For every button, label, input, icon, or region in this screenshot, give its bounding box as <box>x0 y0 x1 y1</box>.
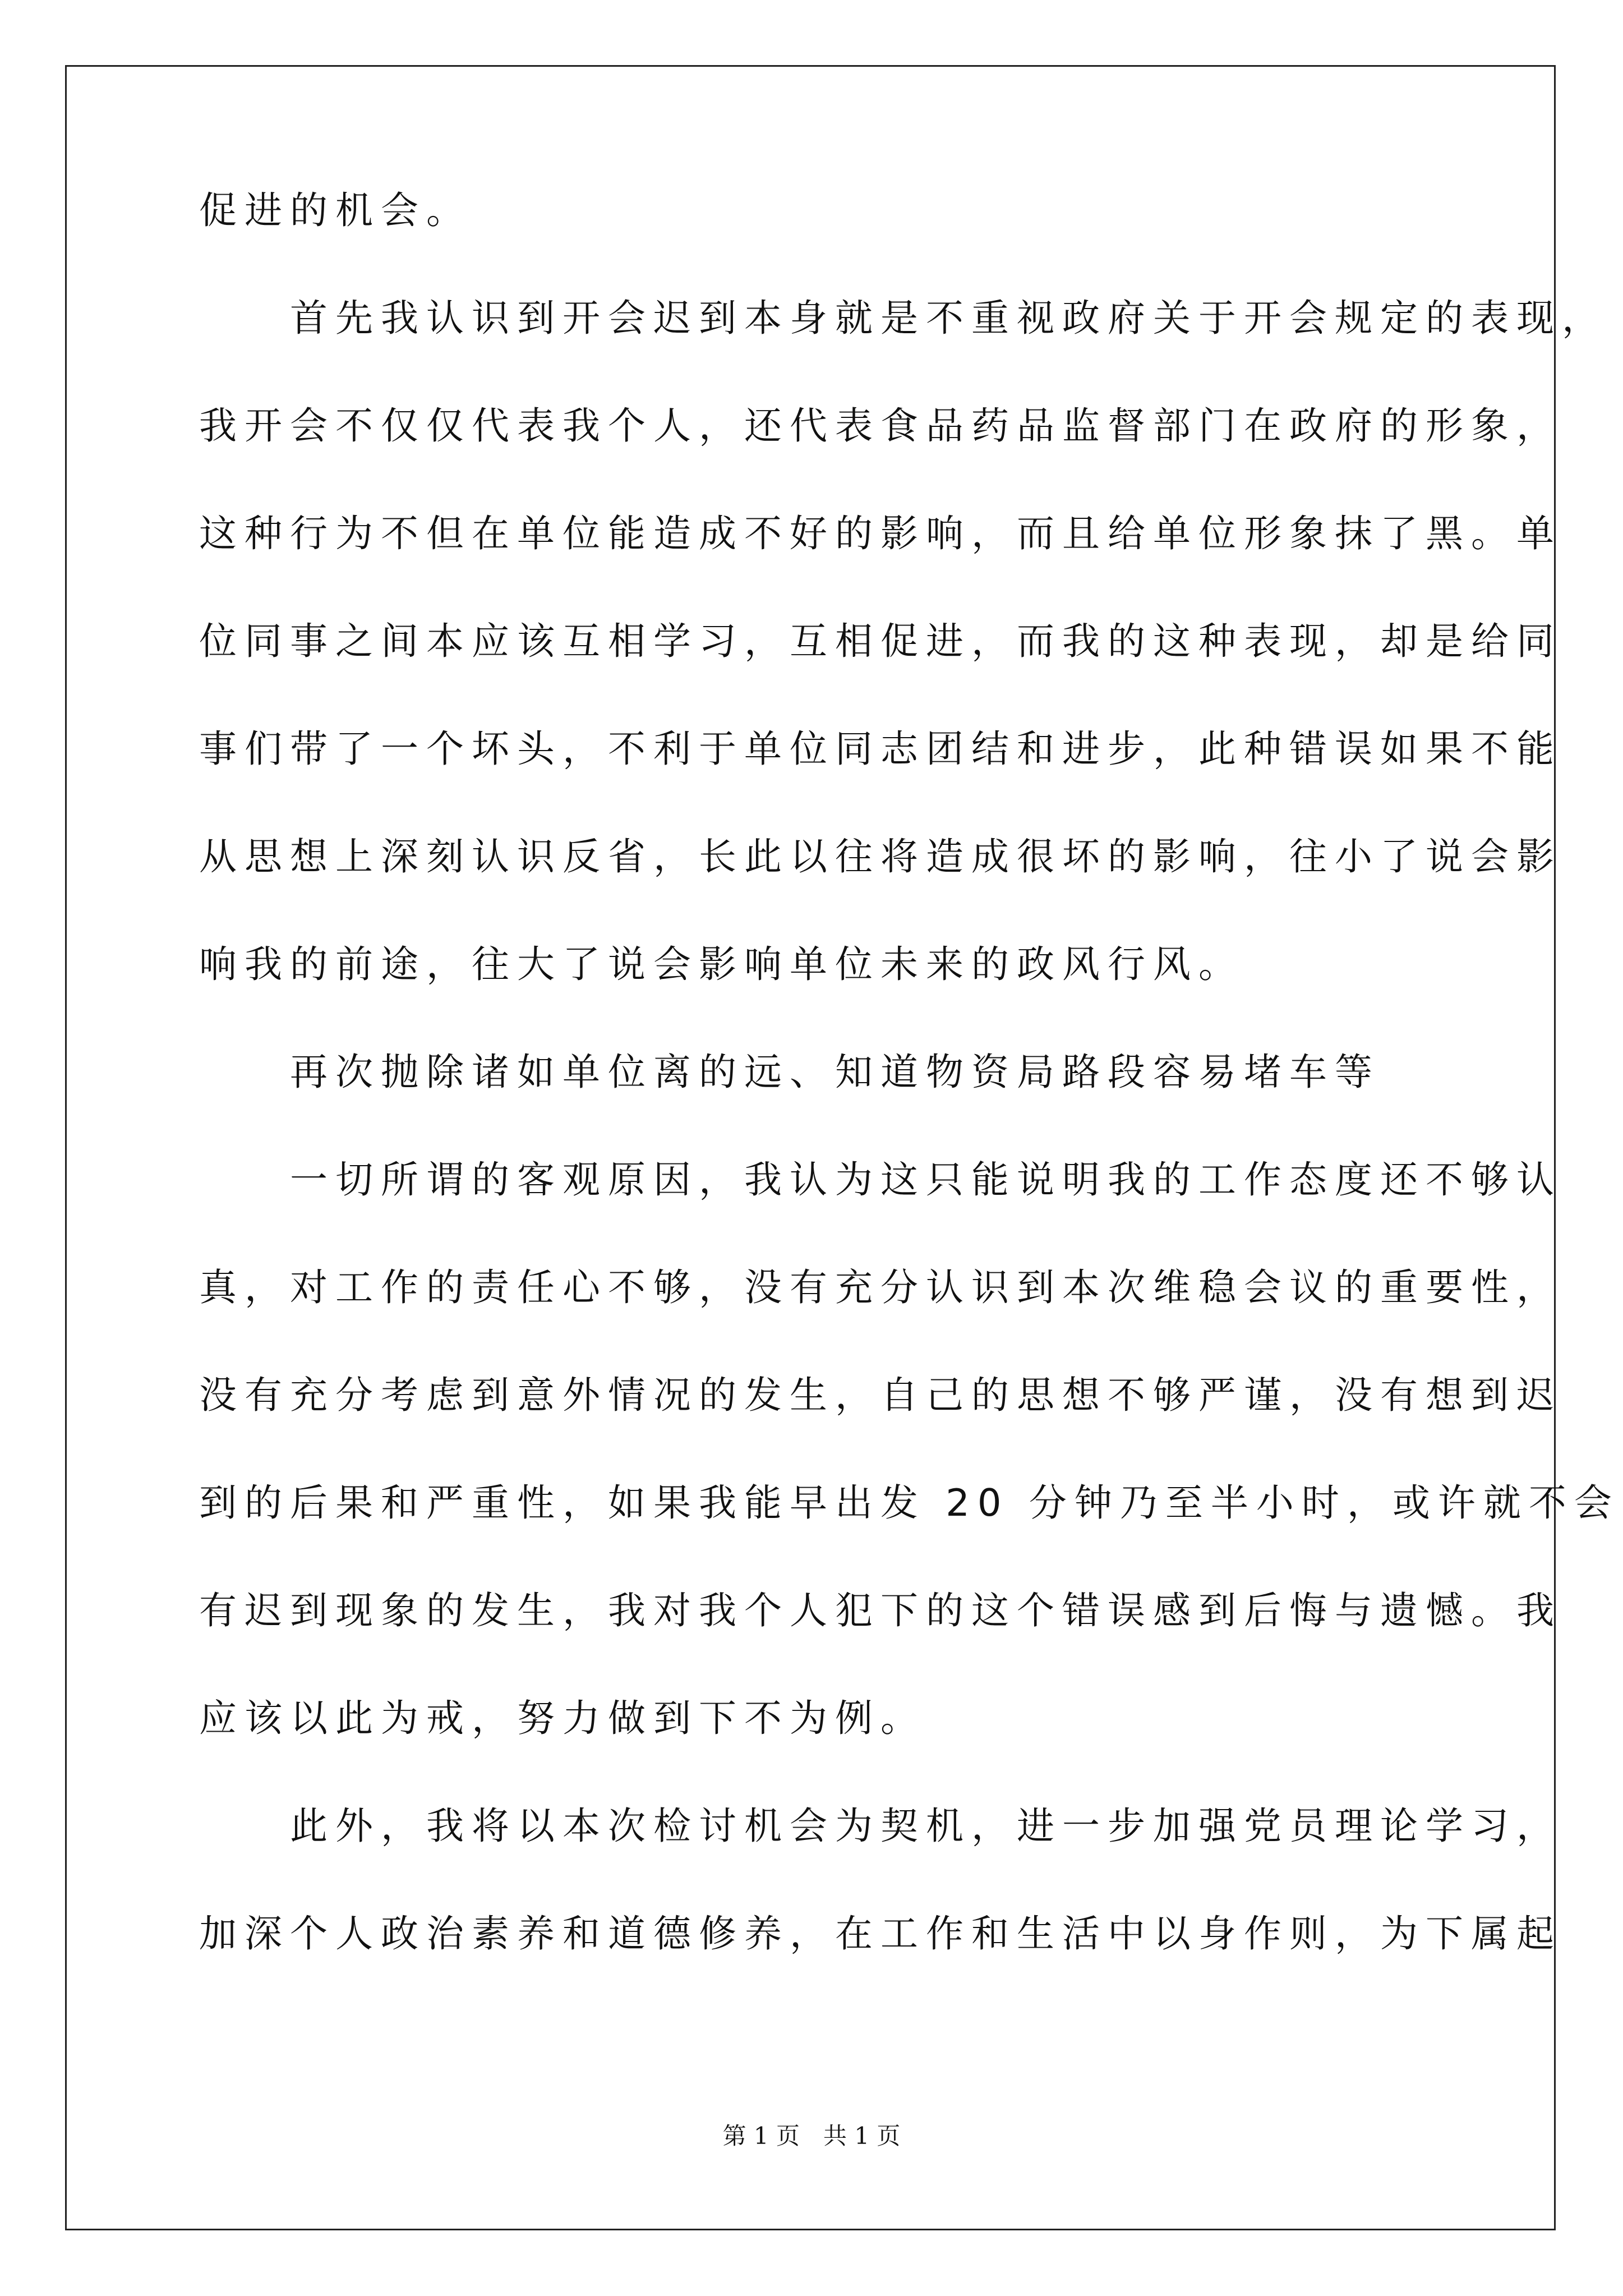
text-line: 此外，我将以本次检讨机会为契机，进一步加强党员理论学习， <box>199 1804 1562 1848</box>
text-line: 响我的前途，往大了说会影响单位未来的政风行风。 <box>199 942 1244 986</box>
text-line: 应该以此为戒，努力做到下不为例。 <box>199 1696 926 1740</box>
text-line: 这种行为不但在单位能造成不好的影响，而且给单位形象抹了黑。单 <box>199 512 1562 555</box>
text-line: 事们带了一个坏头，不利于单位同志团结和进步，此种错误如果不能 <box>199 727 1562 771</box>
text-line: 从思想上深刻认识反省，长此以往将造成很坏的影响，往小了说会影 <box>199 835 1562 878</box>
text-line: 加深个人政治素养和道德修养，在工作和生活中以身作则，为下属起 <box>199 1912 1562 1955</box>
text-line: 一切所谓的客观原因，我认为这只能说明我的工作态度还不够认 <box>199 1158 1562 1202</box>
text-line: 真，对工作的责任心不够，没有充分认识到本次维稳会议的重要性， <box>199 1266 1562 1309</box>
page-border <box>65 65 1556 2230</box>
page-number-footer: 第 1 页 共 1 页 <box>722 2122 901 2150</box>
text-line: 到的后果和严重性，如果我能早出发 20 分钟乃至半小时，或许就不会 <box>199 1481 1620 1525</box>
text-line: 促进的机会。 <box>199 188 472 232</box>
text-line: 没有充分考虑到意外情况的发生，自己的思想不够严谨，没有想到迟 <box>199 1373 1562 1417</box>
text-line: 首先我认识到开会迟到本身就是不重视政府关于开会规定的表现， <box>199 296 1607 340</box>
text-line: 我开会不仅仅代表我个人，还代表食品药品监督部门在政府的形象， <box>199 404 1562 448</box>
text-line: 位同事之间本应该互相学习，互相促进，而我的这种表现，却是给同 <box>199 619 1562 663</box>
text-line: 再次抛除诸如单位离的远、知道物资局路段容易堵车等 <box>199 1050 1380 1094</box>
text-line: 有迟到现象的发生，我对我个人犯下的这个错误感到后悔与遗憾。我 <box>199 1589 1562 1632</box>
